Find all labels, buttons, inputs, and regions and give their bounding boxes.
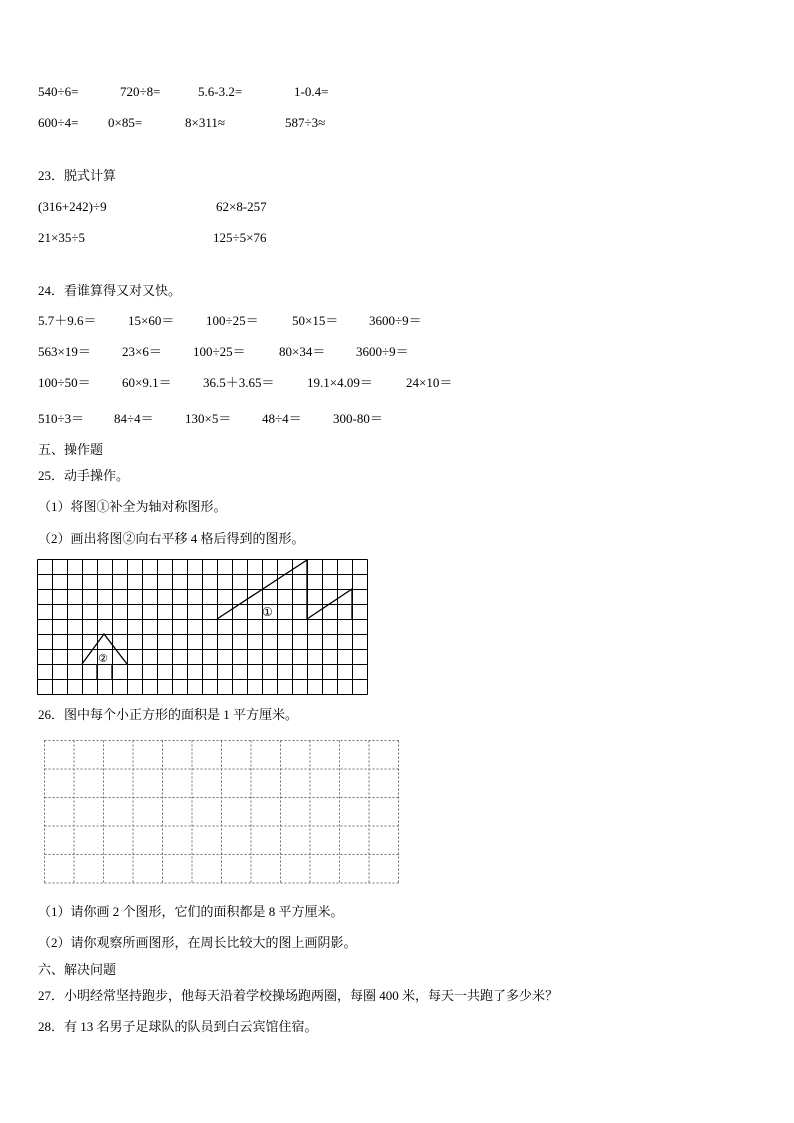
calc-item: 21×35÷5 [38,230,85,245]
calc-item: 100÷25＝ [193,344,246,359]
calc-item: 23×6＝ [122,344,162,359]
calc-item: 80×34＝ [279,344,326,359]
calc-item: (316+242)÷9 [38,199,107,214]
calc-item: 60×9.1＝ [122,375,172,390]
calc-item: 720÷8= [120,84,161,99]
calc-item: 300-80＝ [333,411,383,426]
calc-item: 84÷4＝ [114,411,154,426]
calc-item: 1-0.4= [294,84,329,99]
question-27: 27．小明经常坚持跑步，他每天沿着学校操场跑两圈，每圈 400 米，每天一共跑了多少米？ [38,988,559,1003]
question-25-sub2: （2）画出将图②向右平移 4 格后得到的图形。 [38,531,305,546]
question-24-title: 24．看谁算得又对又快。 [38,283,182,298]
calc-item: 130×5＝ [185,411,232,426]
calc-item: 3600÷9＝ [356,344,409,359]
calc-item: 62×8-257 [216,199,267,214]
question-23-title: 23．脱式计算 [38,168,117,183]
calc-item: 0×85= [108,115,143,130]
question-25-title: 25．动手操作。 [38,468,130,483]
calc-item: 19.1×4.09＝ [307,375,373,390]
dotted-square-grid [44,740,402,886]
calc-item: 5.7＋9.6＝ [38,313,97,328]
calc-item: 8×311≈ [185,115,225,130]
question-26-sub1: （1）请你画 2 个图形，它们的面积都是 8 平方厘米。 [38,904,344,919]
calc-item: 48÷4＝ [262,411,302,426]
calc-item: 50×15＝ [292,313,339,328]
calc-item: 24×10＝ [406,375,453,390]
figure-2-label: ② [98,652,108,665]
question-25-sub1: （1）将图①补全为轴对称图形。 [38,499,227,514]
calc-item: 3600÷9＝ [369,313,422,328]
calc-item: 15×60＝ [128,313,175,328]
calc-item: 100÷25＝ [206,313,259,328]
symmetry-translation-grid [37,559,368,695]
calc-item: 587÷3≈ [285,115,326,130]
section-5-heading: 五、操作题 [38,442,104,457]
section-6-heading: 六、解决问题 [38,962,117,977]
calc-item: 600÷4= [38,115,79,130]
figure-1-label: ① [262,605,273,619]
calc-item: 540÷6= [38,84,79,99]
calc-item: 5.6-3.2= [198,84,243,99]
calc-item: 100÷50＝ [38,375,91,390]
calc-item: 125÷5×76 [213,230,267,245]
calc-item: 510÷3＝ [38,411,85,426]
question-26-sub2: （2）请你观察所画图形，在周长比较大的图上画阴影。 [38,935,357,950]
calc-item: 563×19＝ [38,344,91,359]
question-28: 28．有 13 名男子足球队的队员到白云宾馆住宿。 [38,1019,318,1034]
calc-item: 36.5＋3.65＝ [203,375,275,390]
question-26-title: 26．图中每个小正方形的面积是 1 平方厘米。 [38,707,299,722]
